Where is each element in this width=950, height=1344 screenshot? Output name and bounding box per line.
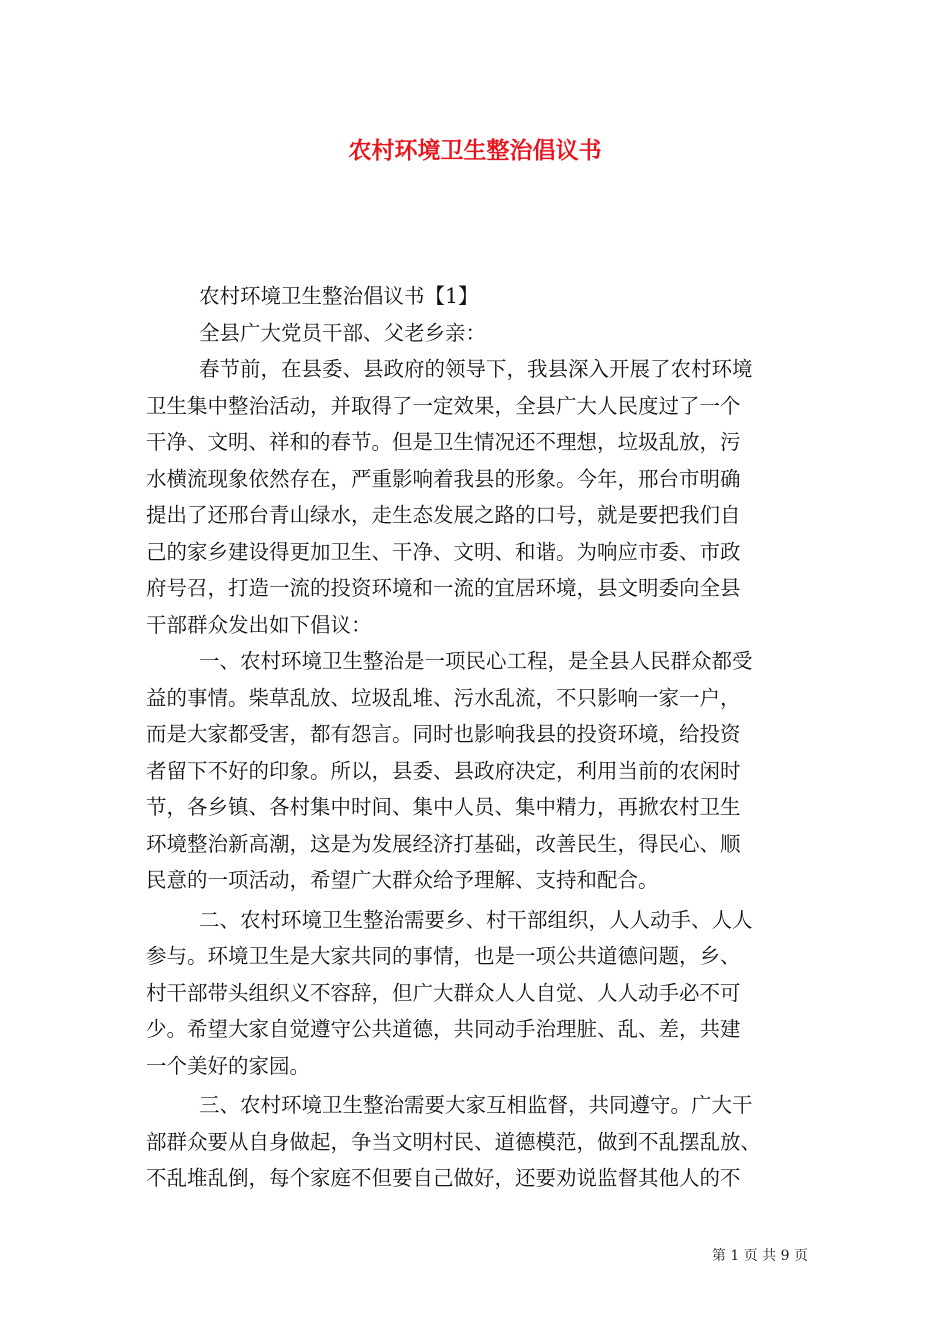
salutation-line: 全县广大党员干部、父老乡亲：	[199, 320, 486, 345]
paragraph-line: 一个美好的家园。	[146, 1053, 310, 1078]
paragraph-line: 民意的一项活动，希望广大群众给予理解、支持和配合。	[146, 868, 659, 892]
paragraph-line: 春节前，在县委、县政府的领导下，我县深入开展了农村环境	[199, 357, 753, 381]
paragraph-line: 而是大家都受害，都有怨言。同时也影响我县的投资环境，给投资	[146, 722, 741, 746]
paragraph-line: 者留下不好的印象。所以，县委、县政府决定，利用当前的农闲时	[146, 758, 741, 783]
paragraph-line: 一、农村环境卫生整治是一项民心工程，是全县人民群众都受	[199, 649, 753, 673]
paragraph-line: 少。希望大家自觉遵守公共道德，共同动手治理脏、乱、差，共建	[146, 1017, 741, 1041]
paragraph-line: 干净、文明、祥和的春节。但是卫生情况还不理想，垃圾乱放，污	[146, 430, 741, 454]
paragraph-line: 三、农村环境卫生整治需要大家互相监督，共同遵守。广大干	[199, 1093, 753, 1117]
document-title: 农村环境卫生整治倡议书	[348, 137, 602, 164]
paragraph-line: 节，各乡镇、各村集中时间、集中人员、集中精力，再掀农村卫生	[146, 795, 741, 819]
paragraph-line: 益的事情。柴草乱放、垃圾乱堆、污水乱流，不只影响一家一户，	[146, 685, 741, 710]
paragraph-line: 村干部带头组织义不容辞，但广大群众人人自觉、人人动手必不可	[146, 980, 741, 1005]
paragraph-line: 己的家乡建设得更加卫生、干净、文明、和谐。为响应市委、市政	[146, 539, 741, 564]
paragraph-line: 水横流现象依然存在，严重影响着我县的形象。今年，邢台市明确	[146, 466, 741, 491]
subtitle-line: 农村环境卫生整治倡议书【1】	[199, 284, 479, 308]
paragraph-line: 环境整治新高潮，这是为发展经济打基础，改善民生，得民心、顺	[146, 831, 741, 856]
paragraph-line: 提出了还邢台青山绿水，走生态发展之路的口号，就是要把我们自	[146, 503, 741, 527]
paragraph-line: 卫生集中整治活动，并取得了一定效果，全县广大人民度过了一个	[146, 393, 741, 418]
paragraph-line: 干部群众发出如下倡议：	[146, 612, 372, 637]
paragraph-line: 参与。环境卫生是大家共同的事情，也是一项公共道德问题，乡、	[146, 944, 741, 968]
paragraph-line: 部群众要从自身做起，争当文明村民、道德模范，做到不乱摆乱放、	[146, 1129, 761, 1154]
document-body	[146, 278, 811, 1197]
page-number: 第 1 页 共 9 页	[711, 1248, 808, 1264]
paragraph-line: 府号召，打造一流的投资环境和一流的宜居环境，县文明委向全县	[146, 576, 741, 600]
paragraph-line: 二、农村环境卫生整治需要乡、村干部组织，人人动手、人人	[199, 907, 753, 932]
paragraph-line: 不乱堆乱倒，每个家庭不但要自己做好，还要劝说监督其他人的不	[146, 1166, 741, 1190]
